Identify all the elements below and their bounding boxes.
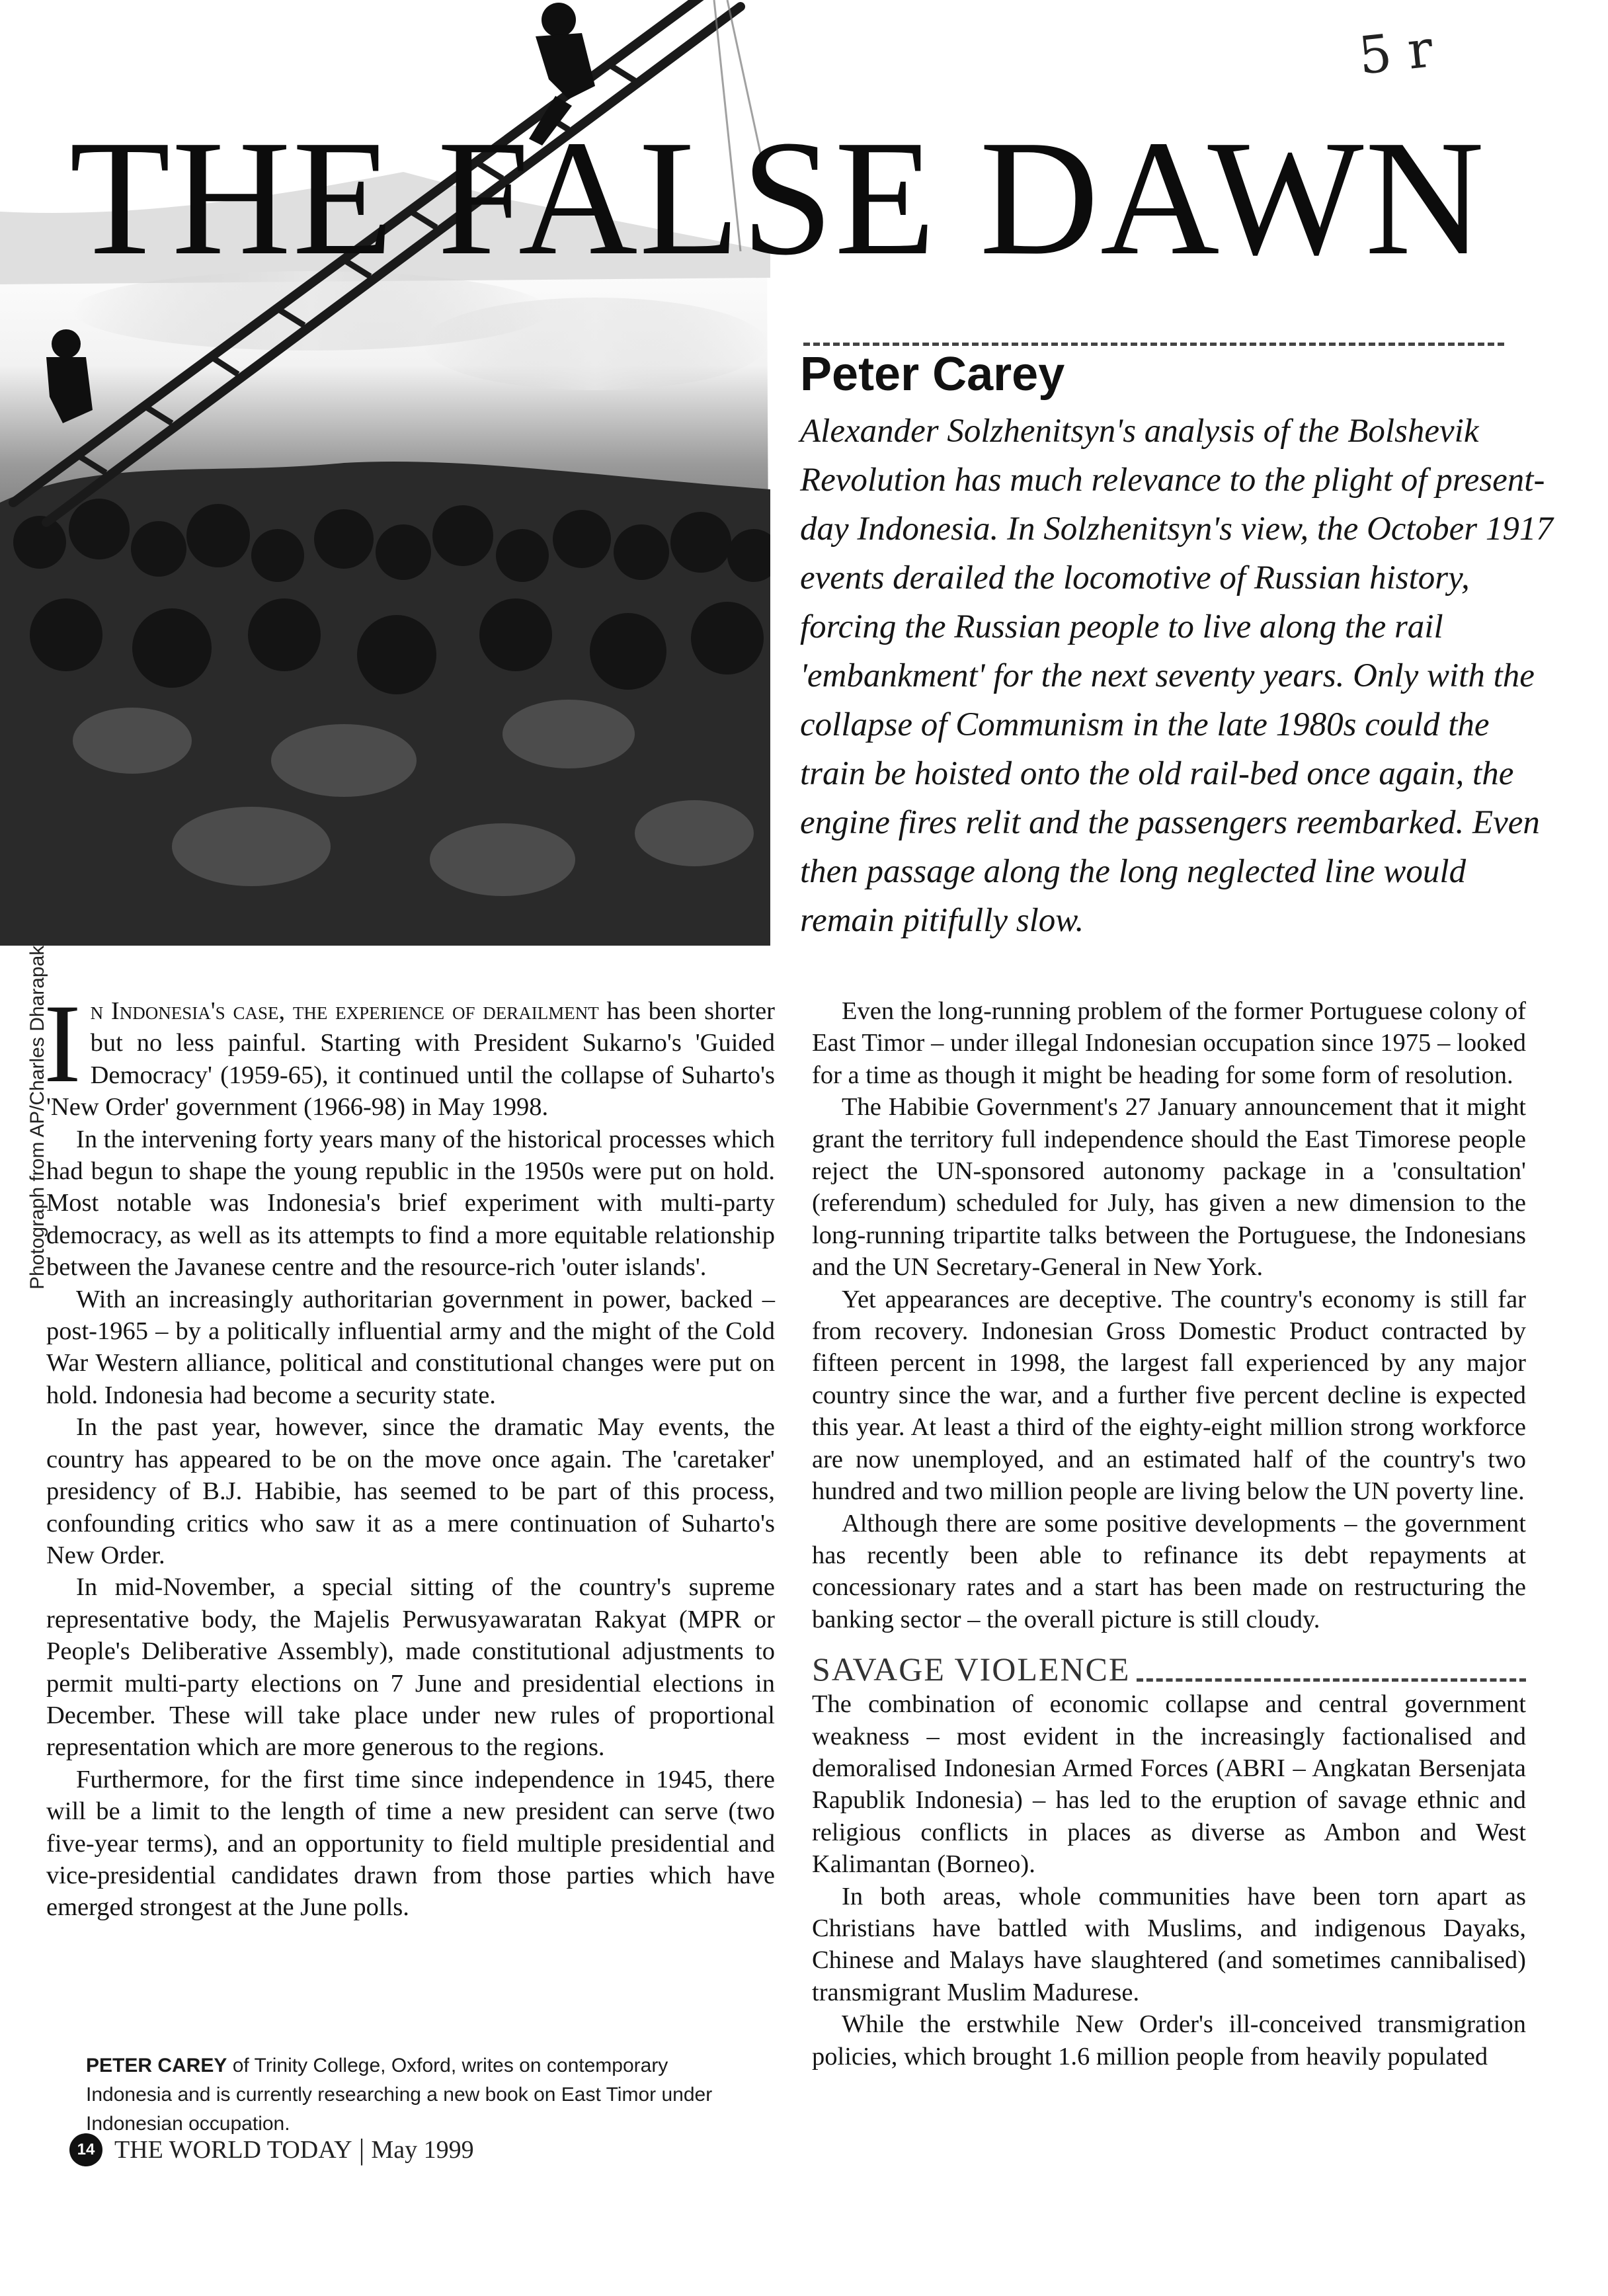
bio-text: of Trinity College, Oxford, writes on contemporary Indonesia and is currently researching a new book on East Timor under Indonesian occupation. [86,2055,713,2135]
article-title: THE FALSE DAWN [69,106,1486,290]
body-paragraph: With an increasingly authoritarian government in power, backed – post-1965 – by a politically influential army and the might of the Cold War Western alliance, political and constitutional changes were put on hold. Indonesia had become a security state. [46,1285,775,1409]
intro-text: has been shorter but no less painful. Starting with President Sukarno's 'Guided Democracy' (1959-65), it continued until the collapse of Suharto's 'New Order' government (1966-98) in May 1998. [46,997,776,1122]
body-paragraph: Furthermore, for the first time since independence in 1945, there will be a limit to the length of time a new president can serve (two five-year terms), and an opportunity to field multiple presidential and vice-presidential candidates drawn from those parties which have emerged strongest at the June polls. [46,1765,775,1922]
page-footer [69,2133,474,2166]
section-heading-row [812,1653,1526,1686]
bio-name: PETER CAREY [86,2055,227,2076]
title-divider [803,343,1504,346]
handwritten-mark: 5 r [1355,19,1436,87]
body-paragraph: In mid-November, a special sitting of the country's supreme representative body, the Majelis Perwusyawaratan Rakyat (MPR or People's Deliberative Assembly), made constitutional adjustments to permit multi-party elections on 7 June and presidential elections in December. These will take place under new rules of proportional representation which are more generous to the regions. [46,1573,775,1762]
body-paragraph: Although there are some positive developments – the government has recently been able to refinance its debt repayments at concessionary rates and a start has been made on restructuring the banking sector – the overall picture is still cloudy. [812,1509,1526,1633]
section-heading: SAVAGE VIOLENCE [812,1651,1131,1688]
body-paragraph: In the intervening forty years many of the historical processes which had begun to shape the young republic in the 1950s were put on hold. Most notable was Indonesia's brief experiment with multi-party democracy, as well as its attempts to find a more equitable relationship between the Javanese centre and the resource-rich 'outer islands'. [46,1125,775,1282]
body-paragraph: The combination of economic collapse and central government weakness – most evident in the increasingly factionalised and demoralised Indonesian Armed Forces (ABRI – Angkatan Bersenjata Rapublik Indonesia) – has led to the eruption of savage ethnic and religious conflicts in places as diverse as Ambon and West Kalimantan (Borneo). [812,1690,1526,1879]
body-paragraph: The Habibie Government's 27 January announcement that it might grant the territory full independence should the East Timorese people reject the UN-sponsored autonomy package in a 'consultation' (referendum) scheduled for July, has given a new dimension to the long-running tripartite talks between the Portuguese, the Indonesians and the UN Secretary-General in New York. [812,1093,1526,1282]
footer-separator: | [358,2133,365,2166]
standfirst: Alexander Solzhenitsyn's analysis of the Bolshevik Revolution has much relevance to the plight of present-day Indonesia. In Solzhenitsyn's view, the October 1917 events derailed the locomotive of Russian history, forcing the Russian people to live along the rail 'embankment' for the next seventy years. Only with the collapse of Communism in the late 1980s could the train be hoisted onto the old rail-bed once again, the engine fires relit and the passengers reembarked. Even then passage along the long neglected line would remain pitifully slow. [800,413,1553,939]
body-column-left [44,981,776,1924]
body-paragraph: In the past year, however, since the dramatic May events, the country has appeared to be on the move once again. The 'caretaker' presidency of B.J. Habibie, has seemed to be part of this process, confounding critics who saw it as a mere continuation of Suharto's New Order. [46,1413,775,1569]
body-paragraph: In both areas, whole communities have been torn apart as Christians have battled with Muslims, and indigenous Dayaks, Chinese and Malays have slaughtered (and sometimes cannibalised) transmigrant Muslim Madurese. [812,1882,1526,2006]
body-paragraph: While the erstwhile New Order's ill-conceived transmigration policies, which brought 1.6 million people from heavily populated [812,2010,1526,2070]
author-bio [86,2051,747,2139]
author-name: Peter Carey [800,348,1065,401]
publication-name: THE WORLD TODAY [114,2135,352,2164]
intro-paragraph [44,981,776,1124]
page-number: 14 [69,2133,102,2166]
drop-cap: I [44,981,81,1106]
body-column-right [812,995,1526,2072]
intro-lead-caps: n Indonesia's case, the experience of derailment [90,997,599,1025]
issue-date: May 1999 [371,2135,474,2164]
body-paragraph: Even the long-running problem of the former Portuguese colony of East Timor – under illegal Indonesian occupation since 1975 – looked for a time as though it might be heading for some form of resolution. [812,997,1526,1089]
photo-credit: Photograph from AP/Charles Dharapak [26,945,48,1290]
section-heading-rule [1137,1678,1526,1682]
body-paragraph: Yet appearances are deceptive. The country's economy is still far from recovery. Indonesian Gross Domestic Product contracted by fifteen percent in 1998, the largest fall experienced by any major country since the war, and a further five percent decline is expected this year. At least a third of the eighty-eight million strong workforce are now unemployed, and an estimated half of the country's two hundred and two million people are living below the UN poverty line. [812,1285,1526,1506]
